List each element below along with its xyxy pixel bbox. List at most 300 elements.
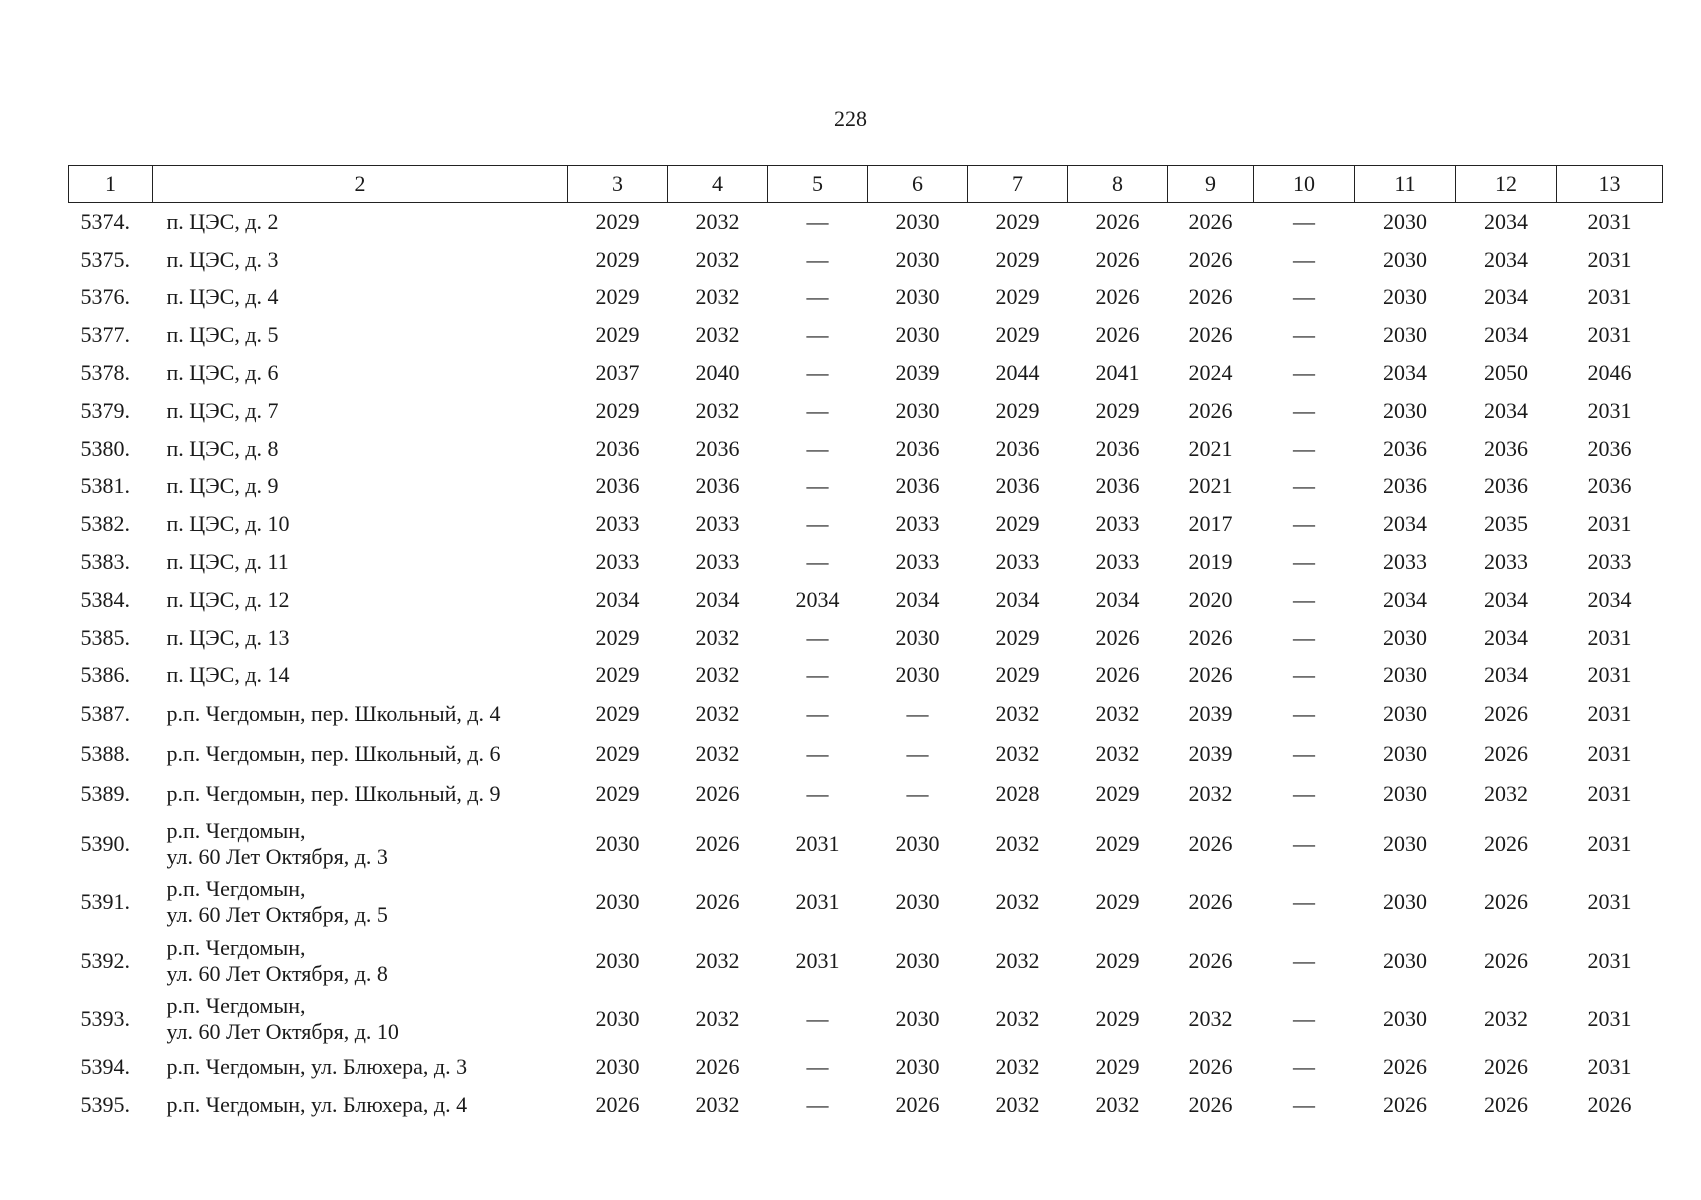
value-cell: — xyxy=(1293,1006,1315,1032)
value-cell: — xyxy=(806,473,829,499)
value-cell: 2039 xyxy=(1188,741,1233,767)
address-cell xyxy=(153,543,568,581)
value-cell: 2032 xyxy=(695,397,740,423)
value-cell: — xyxy=(806,435,829,461)
value-cell: 2033 xyxy=(695,511,740,537)
value-cell: 2034 xyxy=(1383,586,1427,612)
table-row xyxy=(69,931,1663,990)
row-number: 5386. xyxy=(80,662,130,688)
address-cell xyxy=(153,316,568,354)
value-cell: 2026 xyxy=(1188,1054,1233,1080)
value-cell: — xyxy=(806,360,829,386)
value-cell: 2031 xyxy=(1587,830,1632,856)
address-line: п. ЦЭС, д. 11 xyxy=(166,549,289,575)
value-cell: 2033 xyxy=(1095,549,1140,575)
value-cell: 2029 xyxy=(595,208,640,234)
value-cell: 2033 xyxy=(595,511,640,537)
value-cell: 2029 xyxy=(1095,1054,1140,1080)
value-cell: 2036 xyxy=(1095,473,1140,499)
value-cell: 2032 xyxy=(1188,781,1233,807)
address-line: р.п. Чегдомын, ул. Блюхера, д. 4 xyxy=(166,1092,468,1118)
value-cell: 2029 xyxy=(595,284,640,310)
value-cell: 2029 xyxy=(595,701,640,727)
address-line: р.п. Чегдомын, ул. Блюхера, д. 3 xyxy=(166,1054,468,1080)
value-cell: — xyxy=(806,284,829,310)
value-cell: 2032 xyxy=(1484,781,1528,807)
table-row xyxy=(69,392,1663,430)
value-cell: 2032 xyxy=(995,701,1040,727)
value-cell: 2032 xyxy=(1484,1006,1528,1032)
table-row xyxy=(69,581,1663,619)
value-cell: 2033 xyxy=(995,549,1040,575)
value-cell: — xyxy=(806,246,829,272)
value-cell: 2036 xyxy=(1587,473,1632,499)
value-cell: — xyxy=(806,397,829,423)
value-cell: — xyxy=(1293,947,1315,973)
value-cell: 2017 xyxy=(1188,511,1233,537)
address-cell xyxy=(153,873,568,932)
address-line: ул. 60 Лет Октября, д. 5 xyxy=(166,902,388,928)
value-cell: 2033 xyxy=(895,511,940,537)
value-cell: 2026 xyxy=(1484,830,1528,856)
value-cell: 2035 xyxy=(1484,511,1528,537)
column-header: 4 xyxy=(668,166,768,203)
address-line: п. ЦЭС, д. 8 xyxy=(166,435,279,461)
value-cell: 2036 xyxy=(695,473,740,499)
row-number: 5381. xyxy=(80,473,130,499)
value-cell: 2026 xyxy=(1383,1092,1427,1118)
value-cell: 2030 xyxy=(895,624,940,650)
value-cell: 2030 xyxy=(895,397,940,423)
row-number: 5374. xyxy=(80,208,130,234)
value-cell: 2026 xyxy=(1383,1054,1427,1080)
value-cell: 2030 xyxy=(895,322,940,348)
value-cell: 2036 xyxy=(1484,473,1528,499)
address-line: п. ЦЭС, д. 4 xyxy=(166,284,279,310)
value-cell: 2026 xyxy=(695,1054,740,1080)
value-cell: 2032 xyxy=(995,1092,1040,1118)
value-cell: — xyxy=(1293,741,1315,767)
value-cell: — xyxy=(806,741,829,767)
value-cell: 2032 xyxy=(695,322,740,348)
value-cell: 2026 xyxy=(1095,322,1140,348)
value-cell: — xyxy=(906,701,929,727)
value-cell: 2029 xyxy=(1095,947,1140,973)
value-cell: 2029 xyxy=(1095,889,1140,915)
value-cell: 2032 xyxy=(995,741,1040,767)
value-cell: 2029 xyxy=(595,662,640,688)
value-cell: 2032 xyxy=(1095,701,1140,727)
address-line: п. ЦЭС, д. 7 xyxy=(166,397,279,423)
value-cell: 2034 xyxy=(595,586,640,612)
header-row xyxy=(69,166,1663,203)
row-number: 5382. xyxy=(80,511,130,537)
value-cell: 2040 xyxy=(695,360,740,386)
value-cell: 2036 xyxy=(1383,473,1427,499)
value-cell: 2026 xyxy=(1188,830,1233,856)
value-cell: 2026 xyxy=(595,1092,640,1118)
value-cell: 2034 xyxy=(1484,246,1528,272)
value-cell: 2020 xyxy=(1188,586,1233,612)
value-cell: — xyxy=(806,701,829,727)
table-row xyxy=(69,774,1663,814)
row-number: 5389. xyxy=(80,781,130,807)
value-cell: 2030 xyxy=(895,662,940,688)
value-cell: 2036 xyxy=(1484,435,1528,461)
value-cell: 2036 xyxy=(995,473,1040,499)
value-cell: 2029 xyxy=(595,246,640,272)
column-header: 3 xyxy=(568,166,668,203)
table-row xyxy=(69,990,1663,1049)
value-cell: 2030 xyxy=(1383,322,1427,348)
value-cell: 2031 xyxy=(1587,511,1632,537)
column-header: 6 xyxy=(868,166,968,203)
address-cell xyxy=(153,1048,568,1086)
value-cell: 2029 xyxy=(995,246,1040,272)
value-cell: — xyxy=(906,741,929,767)
value-cell: 2050 xyxy=(1484,360,1528,386)
value-cell: — xyxy=(806,1006,829,1032)
row-number: 5379. xyxy=(80,397,130,423)
address-line: ул. 60 Лет Октября, д. 3 xyxy=(166,843,388,869)
address-line: п. ЦЭС, д. 13 xyxy=(166,624,290,650)
value-cell: — xyxy=(806,549,829,575)
value-cell: 2026 xyxy=(1188,284,1233,310)
value-cell: 2031 xyxy=(1587,246,1632,272)
value-cell: 2030 xyxy=(1383,397,1427,423)
value-cell: 2032 xyxy=(995,889,1040,915)
value-cell: 2039 xyxy=(895,360,940,386)
column-header: 5 xyxy=(768,166,868,203)
row-number: 5376. xyxy=(80,284,130,310)
value-cell: 2026 xyxy=(1484,1054,1528,1080)
value-cell: 2026 xyxy=(1095,246,1140,272)
value-cell: 2032 xyxy=(695,284,740,310)
value-cell: 2029 xyxy=(595,781,640,807)
value-cell: 2036 xyxy=(695,435,740,461)
value-cell: 2026 xyxy=(1484,889,1528,915)
value-cell: — xyxy=(1293,1092,1315,1118)
value-cell: 2026 xyxy=(695,889,740,915)
value-cell: 2029 xyxy=(995,662,1040,688)
value-cell: 2026 xyxy=(1188,624,1233,650)
value-cell: 2031 xyxy=(1587,781,1632,807)
value-cell: — xyxy=(1293,662,1315,688)
value-cell: 2026 xyxy=(1095,208,1140,234)
table-row xyxy=(69,694,1663,734)
value-cell: 2021 xyxy=(1188,473,1233,499)
value-cell: — xyxy=(806,208,829,234)
value-cell: 2037 xyxy=(595,360,640,386)
value-cell: 2033 xyxy=(595,549,640,575)
value-cell: 2026 xyxy=(1188,947,1233,973)
value-cell: 2034 xyxy=(795,586,840,612)
value-cell: 2034 xyxy=(1484,208,1528,234)
value-cell: 2031 xyxy=(1587,284,1632,310)
table-row xyxy=(69,734,1663,774)
value-cell: 2030 xyxy=(1383,701,1427,727)
value-cell: 2030 xyxy=(1383,781,1427,807)
table-row xyxy=(69,1048,1663,1086)
value-cell: 2034 xyxy=(1383,511,1427,537)
value-cell: 2026 xyxy=(1484,741,1528,767)
value-cell: 2031 xyxy=(1587,889,1632,915)
value-cell: 2026 xyxy=(695,830,740,856)
value-cell: 2034 xyxy=(1587,586,1632,612)
value-cell: — xyxy=(1293,781,1315,807)
value-cell: 2032 xyxy=(695,701,740,727)
value-cell: 2033 xyxy=(1095,511,1140,537)
column-header: 13 xyxy=(1557,166,1663,203)
value-cell: — xyxy=(1293,473,1315,499)
value-cell: 2031 xyxy=(1587,1006,1632,1032)
address-cell xyxy=(153,505,568,543)
row-number: 5395. xyxy=(80,1092,130,1118)
value-cell: 2021 xyxy=(1188,435,1233,461)
value-cell: 2032 xyxy=(995,1006,1040,1032)
value-cell: 2031 xyxy=(795,889,840,915)
value-cell: — xyxy=(1293,208,1315,234)
address-line: р.п. Чегдомын, пер. Школьный, д. 4 xyxy=(166,701,501,727)
value-cell: 2029 xyxy=(995,208,1040,234)
value-cell: 2026 xyxy=(1188,208,1233,234)
address-line: п. ЦЭС, д. 2 xyxy=(166,208,279,234)
value-cell: 2029 xyxy=(595,322,640,348)
value-cell: 2034 xyxy=(1484,284,1528,310)
value-cell: 2034 xyxy=(1095,586,1140,612)
value-cell: 2036 xyxy=(895,473,940,499)
address-cell xyxy=(153,241,568,279)
value-cell: 2030 xyxy=(595,1054,640,1080)
value-cell: 2029 xyxy=(595,397,640,423)
value-cell: 2030 xyxy=(1383,947,1427,973)
value-cell: 2030 xyxy=(1383,246,1427,272)
column-header: 1 xyxy=(69,166,153,203)
value-cell: 2033 xyxy=(1383,549,1427,575)
value-cell: — xyxy=(1293,397,1315,423)
value-cell: 2030 xyxy=(895,1006,940,1032)
address-cell xyxy=(153,734,568,774)
value-cell: 2031 xyxy=(1587,322,1632,348)
value-cell: 2026 xyxy=(1188,662,1233,688)
address-line: п. ЦЭС, д. 6 xyxy=(166,360,279,386)
value-cell: 2031 xyxy=(1587,624,1632,650)
address-cell xyxy=(153,1086,568,1124)
row-number: 5392. xyxy=(80,947,130,973)
value-cell: 2033 xyxy=(1587,549,1632,575)
value-cell: 2030 xyxy=(1383,889,1427,915)
value-cell: 2034 xyxy=(1383,360,1427,386)
value-cell: 2030 xyxy=(1383,662,1427,688)
value-cell: 2034 xyxy=(1484,397,1528,423)
value-cell: 2031 xyxy=(1587,1054,1632,1080)
value-cell: 2030 xyxy=(595,830,640,856)
column-header: 2 xyxy=(153,166,568,203)
row-number: 5383. xyxy=(80,549,130,575)
value-cell: — xyxy=(1293,360,1315,386)
row-number: 5387. xyxy=(80,701,130,727)
value-cell: 2030 xyxy=(595,947,640,973)
row-number: 5377. xyxy=(80,322,130,348)
value-cell: 2031 xyxy=(1587,662,1632,688)
value-cell: 2034 xyxy=(1484,624,1528,650)
value-cell: 2031 xyxy=(795,830,840,856)
value-cell: 2030 xyxy=(1383,284,1427,310)
value-cell: 2031 xyxy=(795,947,840,973)
value-cell: 2026 xyxy=(1095,624,1140,650)
value-cell: 2032 xyxy=(1188,1006,1233,1032)
page-number: 228 xyxy=(834,106,867,131)
value-cell: 2026 xyxy=(1095,284,1140,310)
value-cell: 2030 xyxy=(895,246,940,272)
column-header: 10 xyxy=(1254,166,1355,203)
value-cell: 2032 xyxy=(995,947,1040,973)
address-cell xyxy=(153,657,568,695)
address-cell xyxy=(153,931,568,990)
value-cell: 2031 xyxy=(1587,701,1632,727)
address-line: р.п. Чегдомын, xyxy=(166,993,306,1019)
value-cell: — xyxy=(806,781,829,807)
table-row xyxy=(69,468,1663,506)
value-cell: 2030 xyxy=(895,947,940,973)
row-number: 5390. xyxy=(80,830,130,856)
value-cell: — xyxy=(1293,549,1315,575)
value-cell: 2030 xyxy=(1383,741,1427,767)
value-cell: 2031 xyxy=(1587,397,1632,423)
value-cell: 2039 xyxy=(1188,701,1233,727)
column-header: 7 xyxy=(968,166,1068,203)
value-cell: 2026 xyxy=(1188,1092,1233,1118)
value-cell: 2030 xyxy=(595,1006,640,1032)
address-cell xyxy=(153,619,568,657)
value-cell: — xyxy=(806,322,829,348)
value-cell: 2028 xyxy=(995,781,1040,807)
address-cell xyxy=(153,392,568,430)
address-cell xyxy=(153,814,568,873)
value-cell: 2046 xyxy=(1587,360,1632,386)
table-row xyxy=(69,241,1663,279)
address-line: ул. 60 Лет Октября, д. 8 xyxy=(166,960,388,986)
value-cell: 2033 xyxy=(895,549,940,575)
value-cell: 2033 xyxy=(1484,549,1528,575)
row-number: 5385. xyxy=(80,624,130,650)
value-cell: 2034 xyxy=(695,586,740,612)
row-number: 5394. xyxy=(80,1054,130,1080)
value-cell: 2034 xyxy=(1484,586,1528,612)
value-cell: 2030 xyxy=(1383,624,1427,650)
address-line: р.п. Чегдомын, пер. Школьный, д. 9 xyxy=(166,781,501,807)
address-line: п. ЦЭС, д. 5 xyxy=(166,322,279,348)
value-cell: 2026 xyxy=(1484,947,1528,973)
value-cell: 2029 xyxy=(595,624,640,650)
value-cell: 2032 xyxy=(695,246,740,272)
address-cell xyxy=(153,203,568,241)
address-cell xyxy=(153,990,568,1049)
value-cell: — xyxy=(1293,624,1315,650)
value-cell: 2032 xyxy=(1095,1092,1140,1118)
value-cell: 2030 xyxy=(1383,830,1427,856)
value-cell: 2036 xyxy=(1587,435,1632,461)
address-line: п. ЦЭС, д. 14 xyxy=(166,662,290,688)
table-row xyxy=(69,873,1663,932)
table-row xyxy=(69,354,1663,392)
table-row xyxy=(69,657,1663,695)
address-cell xyxy=(153,430,568,468)
value-cell: 2026 xyxy=(1484,701,1528,727)
value-cell: 2029 xyxy=(995,624,1040,650)
value-cell: 2031 xyxy=(1587,947,1632,973)
value-cell: 2032 xyxy=(695,1092,740,1118)
value-cell: 2036 xyxy=(1095,435,1140,461)
value-cell: 2041 xyxy=(1095,360,1140,386)
row-number: 5391. xyxy=(80,889,130,915)
address-line: п. ЦЭС, д. 9 xyxy=(166,473,279,499)
value-cell: 2029 xyxy=(1095,830,1140,856)
value-cell: 2034 xyxy=(1484,662,1528,688)
address-line: п. ЦЭС, д. 10 xyxy=(166,511,290,537)
value-cell: 2032 xyxy=(695,662,740,688)
address-cell xyxy=(153,279,568,317)
value-cell: 2033 xyxy=(695,549,740,575)
row-number: 5378. xyxy=(80,360,130,386)
column-header: 12 xyxy=(1456,166,1557,203)
value-cell: 2029 xyxy=(995,511,1040,537)
address-cell xyxy=(153,581,568,619)
column-header: 8 xyxy=(1068,166,1168,203)
column-header: 9 xyxy=(1168,166,1254,203)
value-cell: — xyxy=(1293,246,1315,272)
value-cell: 2024 xyxy=(1188,360,1233,386)
value-cell: 2029 xyxy=(1095,1006,1140,1032)
value-cell: — xyxy=(1293,889,1315,915)
value-cell: — xyxy=(1293,1054,1315,1080)
value-cell: — xyxy=(806,624,829,650)
address-line: р.п. Чегдомын, xyxy=(166,934,306,960)
address-line: ул. 60 Лет Октября, д. 10 xyxy=(166,1019,399,1045)
table-row xyxy=(69,316,1663,354)
table-row xyxy=(69,279,1663,317)
value-cell: 2026 xyxy=(1188,246,1233,272)
value-cell: — xyxy=(1293,701,1315,727)
value-cell: 2030 xyxy=(895,284,940,310)
value-cell: 2036 xyxy=(595,473,640,499)
value-cell: — xyxy=(1293,830,1315,856)
row-number: 5388. xyxy=(80,741,130,767)
value-cell: 2029 xyxy=(1095,781,1140,807)
value-cell: 2032 xyxy=(995,830,1040,856)
value-cell: — xyxy=(806,1054,829,1080)
value-cell: 2026 xyxy=(895,1092,940,1118)
value-cell: 2036 xyxy=(595,435,640,461)
value-cell: 2034 xyxy=(995,586,1040,612)
value-cell: 2030 xyxy=(595,889,640,915)
value-cell: 2034 xyxy=(1484,322,1528,348)
table-row xyxy=(69,203,1663,241)
address-line: р.п. Чегдомын, пер. Школьный, д. 6 xyxy=(166,741,501,767)
address-line: п. ЦЭС, д. 12 xyxy=(166,586,290,612)
table-row xyxy=(69,430,1663,468)
value-cell: 2032 xyxy=(695,208,740,234)
value-cell: 2019 xyxy=(1188,549,1233,575)
value-cell: 2030 xyxy=(895,889,940,915)
row-number: 5384. xyxy=(80,586,130,612)
value-cell: 2030 xyxy=(895,830,940,856)
value-cell: 2032 xyxy=(695,741,740,767)
value-cell: — xyxy=(1293,511,1315,537)
value-cell: 2032 xyxy=(695,1006,740,1032)
table-row xyxy=(69,814,1663,873)
value-cell: 2029 xyxy=(995,397,1040,423)
